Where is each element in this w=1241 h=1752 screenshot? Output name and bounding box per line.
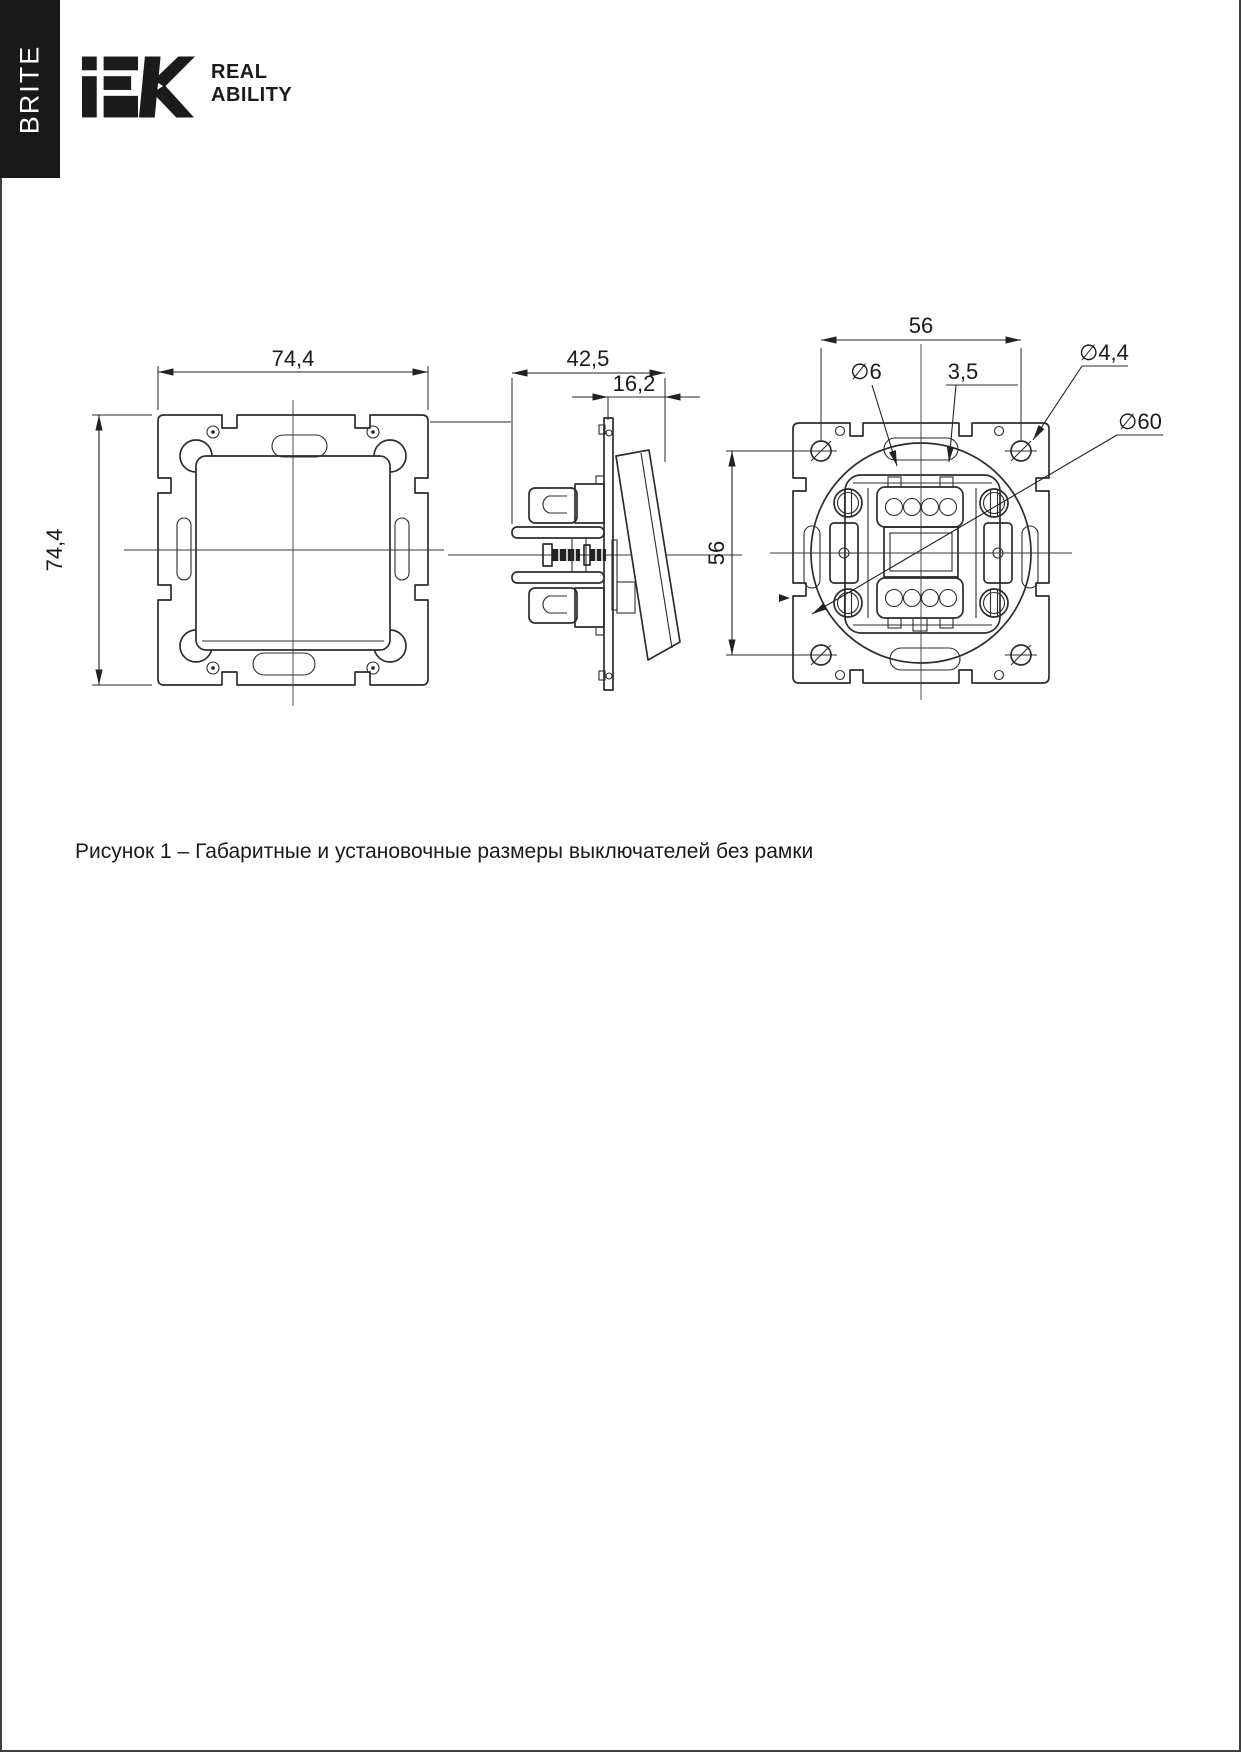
back-spacing-v-label: 56 — [704, 540, 729, 566]
back-spacing-h-label: 56 — [908, 313, 934, 338]
slot-width-label: 3,5 — [947, 359, 979, 384]
terminal-block-bottom — [877, 578, 963, 631]
front-height-label: 74,4 — [42, 528, 67, 572]
series-banner-label: BRITE — [14, 44, 45, 134]
terminal-block-top — [877, 477, 963, 527]
tagline-line-1: REAL — [211, 61, 268, 83]
front-left-slot — [177, 518, 191, 580]
box-diameter-label: ∅60 — [1118, 409, 1162, 434]
front-top-slot — [272, 435, 327, 457]
figure-caption: Рисунок 1 – Габаритные и установочные размеры выключателей без рамки — [75, 840, 814, 863]
front-right-slot — [395, 518, 409, 580]
side-bottom-claw — [512, 572, 604, 635]
side-depth-label: 42,5 — [566, 346, 610, 371]
back-view — [704, 313, 1163, 700]
side-view — [430, 346, 742, 690]
side-top-claw — [512, 476, 604, 538]
back-slot-diameter-annotation — [850, 359, 897, 466]
back-slot-width-annotation — [946, 359, 1018, 462]
front-width-label: 74,4 — [271, 346, 315, 371]
front-view — [42, 346, 444, 706]
slot-diameter-label: ∅6 — [850, 359, 882, 384]
front-bottom-slot — [253, 653, 315, 675]
back-index-mark — [779, 594, 790, 602]
side-protrusion-dimension — [572, 371, 700, 420]
tagline-line-2: ABILITY — [211, 84, 293, 106]
mount-hole-label: ∅4,4 — [1079, 340, 1129, 365]
side-claw-screws — [543, 538, 606, 572]
dimension-drawing — [0, 0, 1241, 760]
side-protrusion-label: 16,2 — [612, 371, 656, 396]
